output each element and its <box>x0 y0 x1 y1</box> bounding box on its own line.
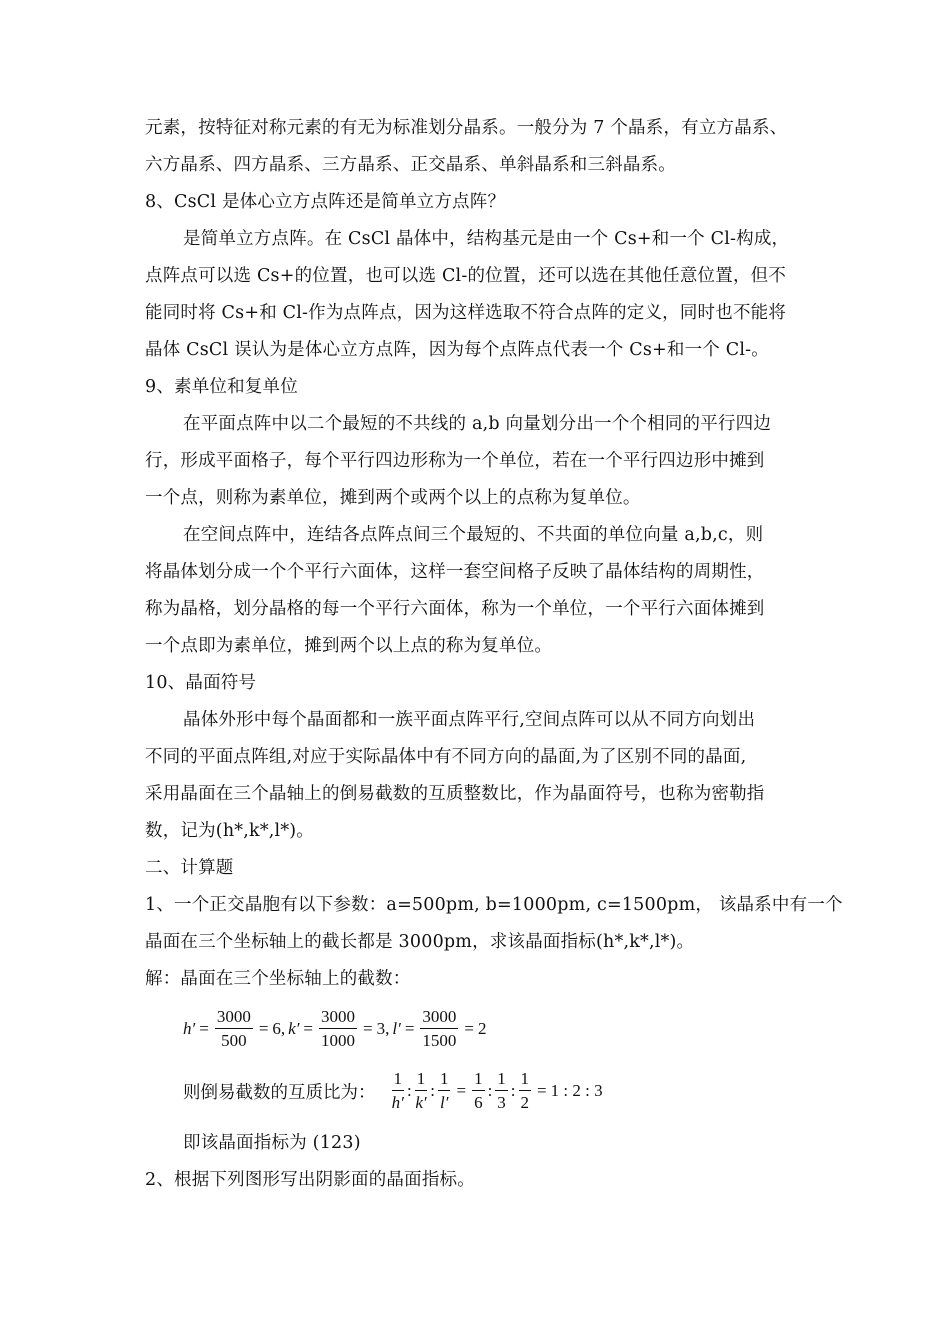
text-line: 称为晶格，划分晶格的每一个平行六面体，称为一个单位，一个平行六面体摊到 <box>145 599 765 619</box>
text-line: 六方晶系、四方晶系、三方晶系、正交晶系、单斜晶系和三斜晶系。 <box>145 155 676 175</box>
question-heading: 9、素单位和复单位 <box>145 377 298 397</box>
text-line: 能同时将 Cs+和 Cl-作为点阵点，因为这样选取不符合点阵的定义，同时也不能将 <box>145 303 787 323</box>
section-heading: 二、计算题 <box>145 858 234 878</box>
text-line: 在空间点阵中，连结各点阵点间三个最短的、不共面的单位向量 a,b,c，则 <box>183 525 764 545</box>
text-line: 点阵点可以选 Cs+的位置，也可以选 Cl-的位置，还可以选在其他任意位置，但不 <box>145 266 787 286</box>
eq-l-fraction: $\frac{3000}{1500}$ <box>422 1007 457 1050</box>
text-line: 晶面在三个坐标轴上的截长都是 3000pm，求该晶面指标(h*,k*,l*)。 <box>145 932 695 952</box>
text-line: 行，形成平面格子，每个平行四边形称为一个单位，若在一个平行四边形中摊到 <box>145 451 765 471</box>
text-line: 采用晶面在三个晶轴上的倒易截数的互质整数比，作为晶面符号，也称为密勒指 <box>145 784 765 804</box>
text-line: 一个点即为素单位，摊到两个以上点的称为复单位。 <box>145 636 553 656</box>
text-line: 一个点，则称为素单位，摊到两个或两个以上的点称为复单位。 <box>145 488 641 508</box>
text-line: 将晶体划分成一个个平行六面体，这样一套空间格子反映了晶体结构的周期性， <box>145 562 765 582</box>
text-line: 晶体外形中每个晶面都和一族平面点阵平行,空间点阵可以从不同方向划出 <box>183 710 756 730</box>
eq-h-fraction: $\frac{3000}{500}$ <box>216 1007 251 1050</box>
text-line: 是简单立方点阵。在 CsCl 晶体中，结构基元是由一个 Cs+和一个 Cl-构成， <box>183 229 790 249</box>
eq-k-symbol: k′ <box>288 1019 300 1038</box>
question-heading: 10、晶面符号 <box>145 673 257 693</box>
result-line: 即该晶面指标为 (123) <box>183 1133 361 1153</box>
ratio-label: 则倒易截数的互质比为： <box>183 1082 376 1103</box>
equation-reciprocal-ratio: 则倒易截数的互质比为： $\frac{1}{h'}$ : $\frac{1}{k'}$ : $\frac{1}{l'}$ = $\frac{1}{6}$ : $\frac{1}{3}$ : $\frac{1}{2}$ = 1 : 2 : 3 <box>183 1069 603 1112</box>
eq-h-symbol: h′ <box>183 1019 196 1038</box>
ratio-result: 1 : 2 : 3 <box>550 1081 603 1100</box>
text-line: 晶体 CsCl 误认为是体心立方点阵，因为每个点阵点代表一个 Cs+和一个 Cl-。 <box>145 340 769 360</box>
text-line: 在平面点阵中以二个最短的不共线的 a,b 向量划分出一个个相同的平行四边 <box>183 414 772 434</box>
question-heading: 2、根据下列图形写出阴影面的晶面指标。 <box>145 1170 475 1190</box>
equation-intercepts: h′ = $\frac{3000}{500}$ = 6, k′ = $\frac{3000}{1000}$ = 3, l′ = $\frac{3000}{1500}$ = 2 <box>183 1007 487 1050</box>
solution-label: 解：晶面在三个坐标轴上的截数： <box>145 969 411 989</box>
question-heading: 8、CsCl 是体心立方点阵还是简单立方点阵？ <box>145 192 506 212</box>
eq-l-symbol: l′ <box>392 1019 401 1038</box>
text-line: 元素，按特征对称元素的有无为标准划分晶系。一般分为 7 个晶系，有立方晶系、 <box>145 118 788 138</box>
eq-k-fraction: $\frac{3000}{1000}$ <box>321 1007 356 1050</box>
text-line: 数，记为(h*,k*,l*)。 <box>145 821 315 841</box>
text-line: 不同的平面点阵组,对应于实际晶体中有不同方向的晶面,为了区别不同的晶面, <box>145 747 747 767</box>
question-heading: 1、一个正交晶胞有以下参数：a=500pm, b=1000pm, c=1500pm， 该晶系中有一个 <box>145 895 843 915</box>
